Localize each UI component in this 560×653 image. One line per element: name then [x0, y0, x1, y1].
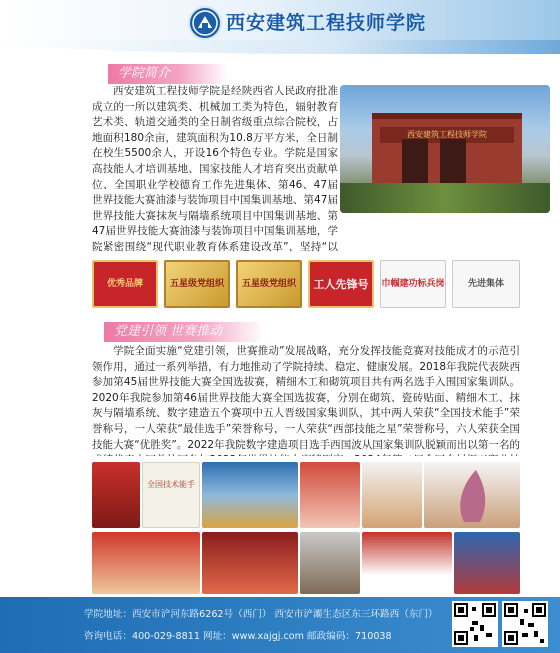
award-plaque [380, 260, 446, 308]
award-text: 先进集体 [467, 278, 504, 289]
header-wave [0, 40, 560, 54]
qr-code-icon [452, 601, 498, 647]
footer-contact: 咨询电话：400-029-8811 网址：www.xajgj.com 邮政编码：710038 [84, 631, 392, 642]
section-title-intro: 学院简介 [118, 66, 171, 81]
school-name: 西安建筑工程技师学院 [226, 12, 427, 34]
intro-paragraph: 西安建筑工程技师学院是经陕西省人民政府批准成立的一所以建筑类、机械加工类为特色，辐射教育艺术类、轨道交通类的全日制省级重点综合院校，占地面积180余亩，建筑面积为10.8万平方米，全日制在校生5500余人，开设16个特色专业。学院是国家高技能人才培训基地、国家技能人才培育突出贡献单位、全国职业学校德育工作先进集体、第46、47届世界技能大赛油漆与装饰项目中国集训基地、第47届世界技能大赛抹灰与隔墙系统项目中国集训基地、第47届世界技能大赛油漆与装饰项目中国集训基地，学院紧密围绕“现代职业教育体系建设改革”，坚持“以 [92, 85, 338, 252]
campus-greenery [340, 183, 550, 213]
award-text: 优秀品牌 [106, 278, 143, 289]
award-plaque [452, 260, 520, 308]
award-text: 巾帼建功标兵岗 [381, 278, 445, 289]
award-text: 五星级党组织 [241, 278, 296, 289]
campus-photo [340, 85, 550, 213]
footer-address: 学院地址：西安市浐河东路6262号（西门） 西安市浐灞生态区东三环路西（东门） [84, 609, 438, 620]
photo-podium [454, 532, 520, 594]
award-plaque [236, 260, 302, 308]
photo-group [362, 532, 452, 594]
award-text: 五星级党组织 [169, 278, 224, 289]
photo-workshop [300, 532, 360, 594]
award-plaque [92, 260, 158, 308]
section-banner-intro [108, 64, 228, 84]
campus-archway [440, 139, 466, 183]
photo-medalist [300, 462, 360, 528]
photo-woodwork [362, 462, 422, 528]
award-plaque [308, 260, 374, 308]
campus-sign: 西安建筑工程技师学院 [380, 127, 514, 143]
photo-award-stage [202, 532, 298, 594]
photo-ceremony [202, 462, 298, 528]
qr-code-icon [502, 601, 548, 647]
certificate-photo [142, 462, 200, 528]
section-banner-competition [104, 322, 264, 342]
competition-text [92, 344, 520, 456]
section-title-competition: 党建引领 世赛推动 [114, 324, 223, 339]
photo-sculpture [424, 462, 520, 528]
campus-archway [402, 139, 428, 183]
award-plaque [164, 260, 230, 308]
award-text: 工人先锋号 [313, 277, 369, 291]
intro-text-left [92, 84, 338, 252]
photo-team-flag [92, 532, 200, 594]
school-logo-icon [188, 6, 222, 40]
photo-student [92, 462, 140, 528]
competition-paragraph: 学院全面实施“党建引领，世赛推动”发展战略，充分发挥技能竞赛对技能成才的示范引领作用，通过一系列举措，有力地推动了学院持续、稳定、健康发展。2018年我院代表陕西参加第45届世界技能大赛全国选拔赛，精细木工和砌筑项目共有两名选手入围国家集训队。2020年我院参加第46届世界技能大赛全国选拔赛，分别在砌筑、瓷砖贴面、精细木工、抹灰与隔墙系统、数字建造五个赛项中五人晋级国家集训队，其中两人荣获“全国技术能手”荣誉称号，一人荣获“最佳选手”荣誉称号，一人荣获“西部技能之星”荣誉称号，六人荣获全国技能大赛“优胜奖”。2022年我院数字建造项目选手西国波从国家集训队脱颖而出以第一名的 [92, 345, 520, 451]
certificate-caption: 全国技术能手 [147, 480, 195, 489]
